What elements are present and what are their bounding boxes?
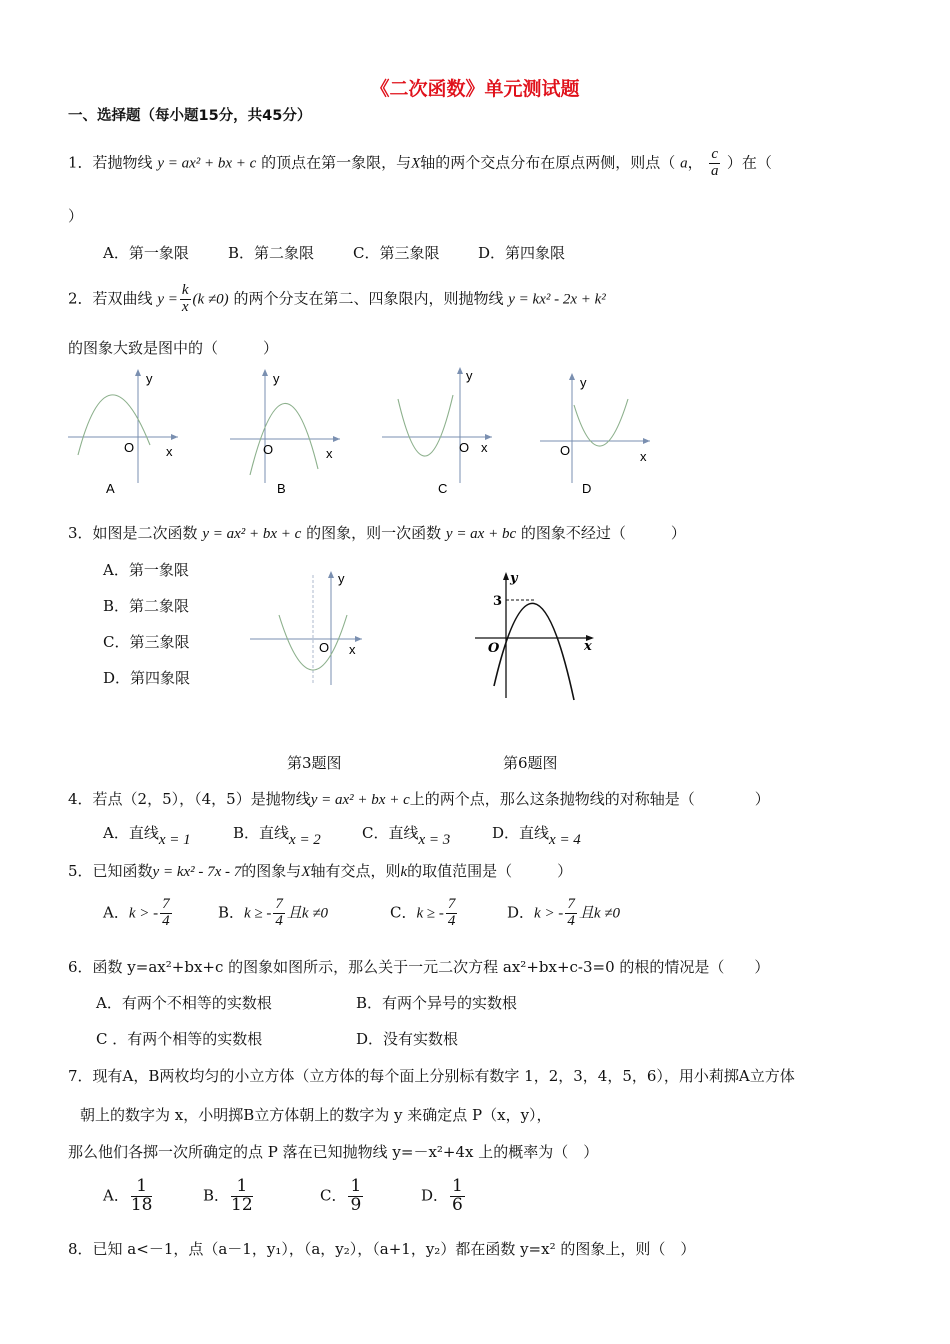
q5-option-d[interactable]: D．k > - $\frac{7}{4}$ 且k ≠0	[507, 896, 620, 929]
graph-d-letter: D	[582, 481, 592, 496]
graph-d-y-arrow	[569, 373, 575, 380]
q5-expression: y = kx² - 7x - 7	[152, 864, 242, 880]
question-2	[68, 283, 606, 316]
q5-prefix: 5．已知函数	[68, 862, 153, 880]
question-6: 6．函数 y=ax²+bx+c 的图象如图所示，那么关于一元二次方程 ax²+bx+c-3=0 的根的情况是（ ）	[68, 958, 770, 976]
q1-point-a: a	[680, 155, 688, 172]
q3-graph-x-label: x	[349, 642, 356, 657]
graph-b-y-arrow	[262, 369, 268, 376]
caption-figure-6: 第6题图	[503, 754, 558, 772]
q7-option-b[interactable]: B． $\frac{1}{12}$	[203, 1176, 253, 1215]
q1-text-2: 轴的两个交点分布在原点两侧，则点（	[420, 153, 676, 172]
caption-figure-3: 第3题图	[287, 754, 342, 772]
question-8: 8．已知 a<－1，点（a－1，y₁），（a，y₂），（a+1，y₂）都在函数 y=x² 的图象上，则（ ）	[68, 1240, 696, 1258]
graph-a-y-label: y	[146, 371, 153, 386]
question-7-line-3: 那么他们各掷一次所确定的点 P 落在已知抛物线 y=－x²+4x 上的概率为（ ）	[68, 1143, 599, 1161]
question-7-line-2: 朝上的数字为 x，小明掷B立方体朝上的数字为 y 来确定点 P（x，y），	[80, 1106, 552, 1124]
q1-option-a[interactable]: A．第一象限	[103, 244, 189, 262]
graph-a-y-arrow	[135, 369, 141, 376]
question-1	[68, 147, 772, 180]
graph-a-x-arrow	[171, 434, 178, 440]
q4-expression: y = ax² + bx + c	[310, 792, 410, 808]
q3-text-end: 的图象不经过（ ）	[520, 524, 686, 542]
q2-fraction: $\frac{k}{x}$	[181, 282, 189, 315]
graph-b-y-label: y	[273, 371, 280, 386]
q6-option-b[interactable]: B．有两个异号的实数根	[356, 994, 518, 1012]
graph-c-origin: O	[459, 440, 470, 455]
q7-option-a[interactable]: A． $\frac{1}{18}$	[103, 1176, 153, 1215]
q6-option-c[interactable]: C ．有两个相等的实数根	[96, 1030, 263, 1048]
q2-y: y =	[157, 291, 178, 308]
q5-option-c[interactable]: C．k ≥ - $\frac{7}{4}$	[390, 896, 456, 929]
graph-a-parabola	[78, 395, 150, 455]
graph-b-origin: O	[263, 442, 274, 457]
graph-a[interactable]	[68, 369, 178, 496]
q3-expression-1: y = ax² + bx + c	[202, 526, 302, 542]
q5-text: 的图象与	[241, 862, 302, 880]
q4-option-c[interactable]: C．直线x = 3	[362, 824, 451, 848]
graph-d[interactable]	[540, 373, 650, 496]
q5-option-b[interactable]: B．k ≥ - $\frac{7}{4}$ 且k ≠0	[218, 896, 329, 929]
section-heading: 一、选择题（每小题15分，共45分）	[68, 108, 312, 124]
q6-graph-origin: O	[488, 641, 500, 656]
graph-d-x-label: x	[640, 449, 647, 464]
q2-graphs	[0, 365, 950, 495]
q3-graph-x-arrow	[355, 636, 362, 642]
q3-text: 的图象，则一次函数	[306, 524, 442, 542]
q1-text: 的顶点在第一象限，与	[261, 153, 412, 172]
q6-graph-x-label: x	[584, 639, 592, 654]
graph-a-letter: A	[106, 481, 115, 496]
q1-expression: y = ax² + bx + c	[157, 155, 257, 172]
q1-option-c[interactable]: C．第三象限	[353, 244, 440, 262]
q5-text-end: 的取值范围是（ ）	[407, 862, 573, 880]
q2-expression: y = kx² - 2x + k²	[508, 291, 606, 308]
graph-b-x-label: x	[326, 446, 333, 461]
q4-prefix: 4．若点（2，5），（4，5）是抛物线	[68, 790, 311, 808]
graph-b[interactable]	[230, 369, 340, 496]
question-4	[68, 788, 770, 809]
q3-option-a[interactable]: A．第一象限	[103, 561, 189, 579]
graph-c-x-label: x	[481, 440, 488, 455]
graph-c[interactable]	[382, 367, 492, 496]
q6-option-d[interactable]: D．没有实数根	[356, 1030, 459, 1048]
graph-c-y-label: y	[466, 368, 473, 383]
q1-axis-label: X	[411, 155, 421, 172]
q1-option-d[interactable]: D．第四象限	[478, 244, 566, 262]
q3-prefix: 3．如图是二次函数	[68, 524, 198, 542]
q5-k: k	[400, 864, 408, 880]
q3-graph-y-label: y	[338, 571, 345, 586]
q5-axis-label: X	[301, 864, 311, 880]
q1-prefix: 1．若抛物线	[68, 153, 153, 172]
q6-graph-y-arrow	[503, 572, 509, 580]
graph-b-x-arrow	[333, 436, 340, 442]
q3-expression-2: y = ax + bc	[445, 526, 517, 542]
graph-a-origin: O	[124, 440, 135, 455]
q4-option-b[interactable]: B．直线x = 2	[233, 824, 321, 848]
graph-d-y-label: y	[580, 375, 587, 390]
q1-text-end: ）在（	[726, 153, 772, 172]
q3-option-b[interactable]: B．第二象限	[103, 597, 190, 615]
q1-fraction: $\frac{c}{a}$	[710, 146, 719, 179]
q5-option-a[interactable]: A．k > - $\frac{7}{4}$	[103, 896, 170, 929]
q1-comma: ，	[687, 153, 703, 172]
question-5	[68, 860, 572, 881]
q7-option-d[interactable]: D． $\frac{1}{6}$	[421, 1176, 463, 1215]
graph-d-x-arrow	[643, 438, 650, 444]
q3-graph	[245, 565, 375, 695]
graph-b-letter: B	[277, 481, 286, 496]
q4-text-end: 上的两个点，那么这条抛物线的对称轴是（ ）	[409, 790, 770, 808]
q2-line-2: 的图象大致是图中的（ ）	[68, 339, 279, 357]
graph-c-y-arrow	[457, 367, 463, 374]
graph-d-origin: O	[560, 443, 571, 458]
graph-c-parabola	[398, 395, 453, 456]
q6-option-a[interactable]: A．有两个不相等的实数根	[96, 994, 272, 1012]
q2-prefix: 2．若双曲线	[68, 289, 153, 308]
q4-option-d[interactable]: D．直线x = 4	[492, 824, 581, 848]
q2-condition: (k ≠0)	[192, 291, 229, 308]
q3-graph-origin: O	[319, 640, 330, 655]
q3-graph-y-arrow	[328, 571, 334, 578]
question-7-line-1: 7．现有A，B两枚均匀的小立方体（立方体的每个面上分别标有数字 1，2，3，4，5，6），用小莉掷A立方体	[68, 1067, 795, 1085]
q4-option-a[interactable]: A．直线x = 1	[103, 824, 191, 848]
q3-option-c[interactable]: C．第三象限	[103, 633, 190, 651]
page-title: 《二次函数》单元测试题	[370, 78, 580, 100]
q7-option-c[interactable]: C． $\frac{1}{9}$	[320, 1176, 362, 1215]
graph-c-letter: C	[438, 481, 448, 496]
q6-graph	[470, 568, 610, 708]
q2-text: 的两个分支在第二、四象限内，则抛物线	[233, 289, 504, 308]
graph-d-parabola	[574, 399, 628, 446]
q5-text-2: 轴有交点，则	[310, 862, 401, 880]
q3-option-d[interactable]: D．第四象限	[103, 669, 191, 687]
q6-graph-three: 3	[493, 594, 503, 609]
question-3	[68, 522, 686, 543]
q1-option-b[interactable]: B．第二象限	[228, 244, 315, 262]
q1-close-paren: ）	[68, 207, 84, 225]
q6-graph-y-label: y	[510, 571, 518, 586]
graph-a-x-label: x	[166, 444, 173, 459]
